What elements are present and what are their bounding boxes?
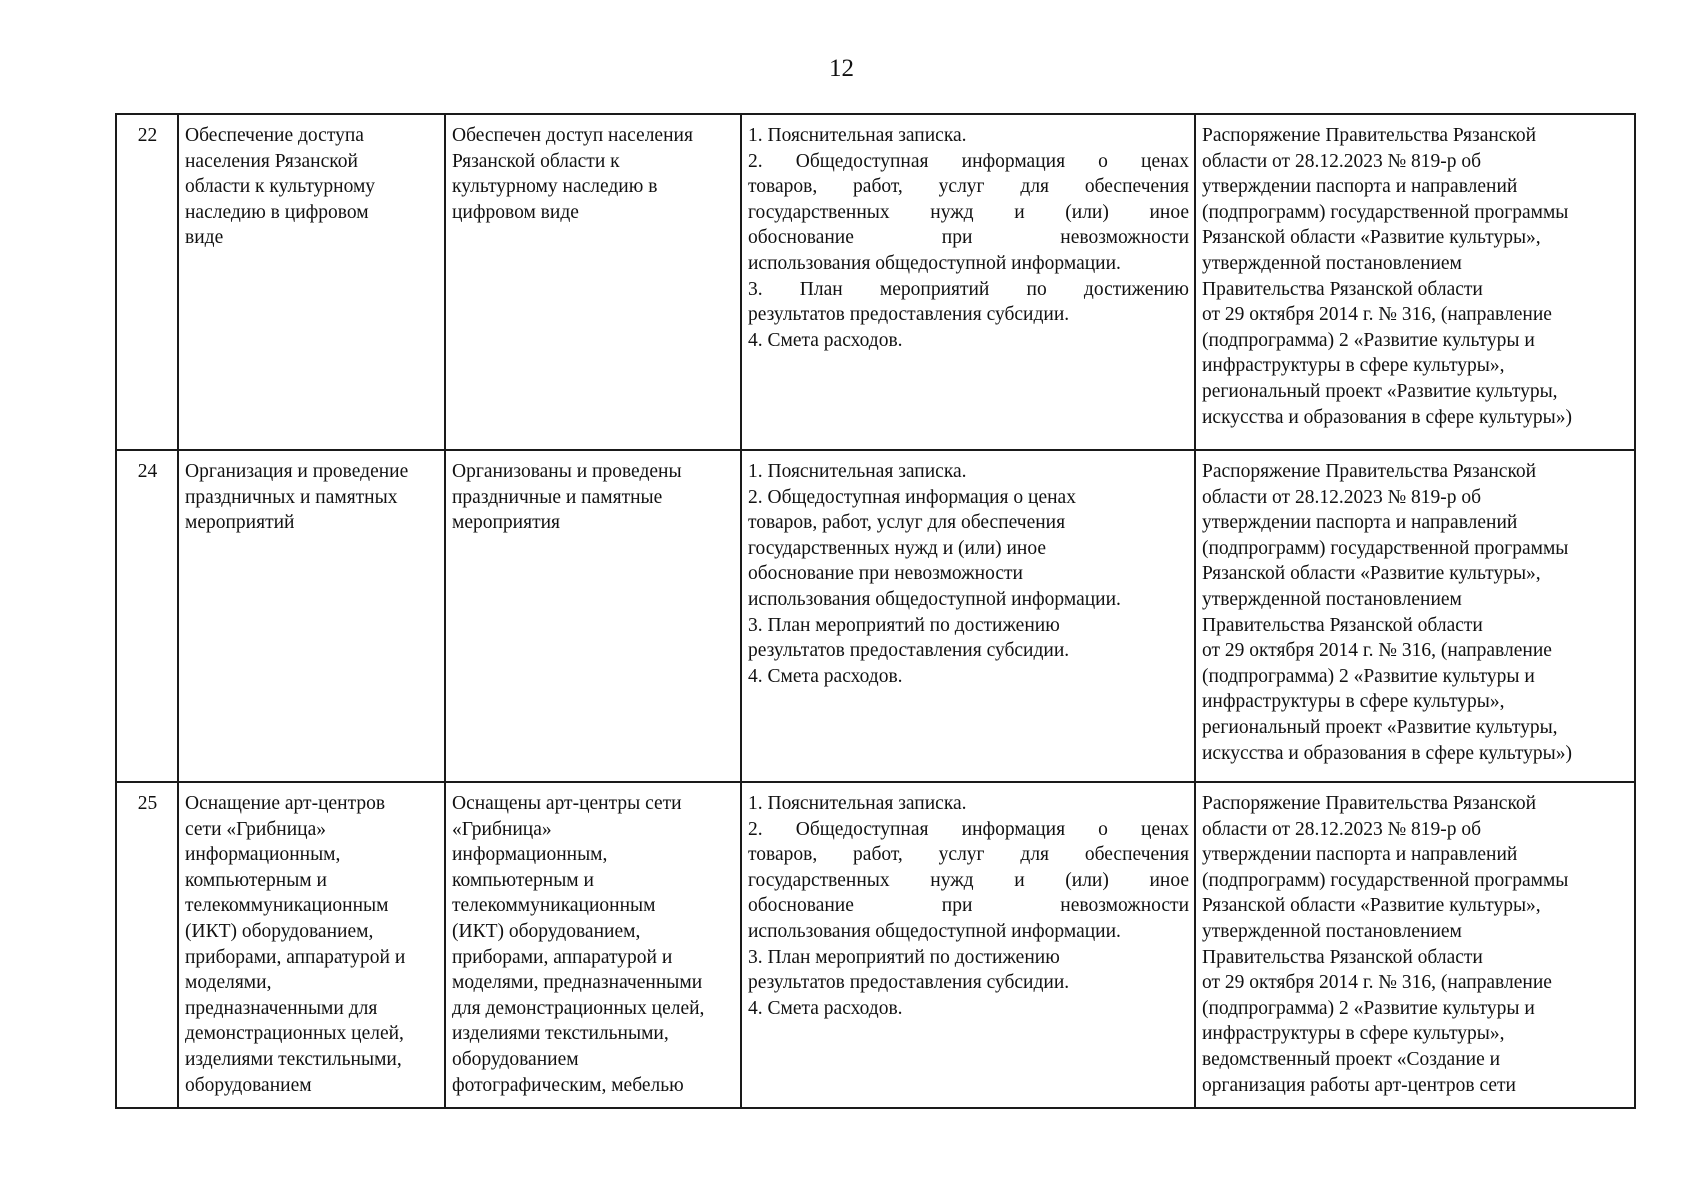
text-line: инфраструктуры в сфере культуры», bbox=[1202, 355, 1505, 377]
text-line: Правительства Рязанской области bbox=[1202, 278, 1483, 300]
text-line: культурному наследию в bbox=[452, 176, 658, 198]
text-line: организация работы арт-центров сети bbox=[1202, 1074, 1516, 1096]
row-number-cell bbox=[116, 782, 178, 1108]
text-line: обоснование при невозможности bbox=[748, 895, 1189, 917]
legal-basis bbox=[1202, 459, 1629, 766]
text-line: Распоряжение Правительства Рязанской bbox=[1202, 125, 1537, 146]
text-line: 2. Общедоступная информация о ценах bbox=[748, 150, 1189, 172]
text-line: 2. Общедоступная информация о ценах bbox=[748, 486, 1076, 508]
text-line: Оснащение арт-центров bbox=[185, 793, 386, 814]
text-line: 4. Смета расходов. bbox=[748, 665, 903, 687]
text-line: изделиями текстильными, bbox=[452, 1023, 669, 1045]
text-line: результатов предоставления субсидии. bbox=[748, 972, 1070, 994]
text-line: утверждении паспорта и направлений bbox=[1202, 176, 1518, 198]
text-line: от 29 октября 2014 г. № 316, (направление bbox=[1202, 304, 1552, 326]
text-line: компьютерным и bbox=[452, 869, 594, 891]
table-row bbox=[116, 782, 1635, 1108]
measure-result bbox=[452, 791, 735, 1098]
text-line: «Грибница» bbox=[452, 818, 552, 840]
measure-result-cell bbox=[445, 114, 741, 450]
text-line: (подпрограмм) государственной программы bbox=[1202, 537, 1569, 559]
text-line: Организованы и проведены bbox=[452, 461, 682, 482]
row-number: 22 bbox=[137, 125, 158, 146]
documents-list bbox=[748, 459, 1189, 689]
text-line: области от 28.12.2023 № 819-р об bbox=[1202, 486, 1482, 508]
text-line: телекоммуникационным bbox=[185, 895, 389, 917]
row-number-cell bbox=[116, 114, 178, 450]
text-line: Правительства Рязанской области bbox=[1202, 614, 1483, 636]
text-line: 2. Общедоступная информация о ценах bbox=[748, 818, 1189, 840]
text-line: информационным, bbox=[452, 844, 608, 866]
text-line: 1. Пояснительная записка. bbox=[748, 461, 967, 482]
measure-name bbox=[185, 459, 439, 536]
text-line: Организация и проведение bbox=[185, 461, 409, 482]
text-line: 4. Смета расходов. bbox=[748, 997, 903, 1019]
documents-cell bbox=[741, 782, 1195, 1108]
page-number: 12 bbox=[829, 55, 854, 82]
text-line: оборудованием bbox=[452, 1048, 579, 1070]
legal-basis-cell bbox=[1195, 450, 1635, 782]
text-line: товаров, работ, услуг для обеспечения bbox=[748, 844, 1189, 866]
measure-result-cell bbox=[445, 782, 741, 1108]
text-line: утвержденной постановлением bbox=[1202, 920, 1462, 942]
text-line: от 29 октября 2014 г. № 316, (направление bbox=[1202, 640, 1552, 662]
text-line: виде bbox=[185, 227, 224, 249]
text-line: оборудованием bbox=[185, 1074, 312, 1096]
text-line: утверждении паспорта и направлений bbox=[1202, 844, 1518, 866]
text-line: области от 28.12.2023 № 819-р об bbox=[1202, 150, 1482, 172]
text-line: Рязанской области «Развитие культуры», bbox=[1202, 895, 1541, 917]
text-line: (ИКТ) оборудованием, bbox=[452, 920, 641, 942]
text-line: товаров, работ, услуг для обеспечения bbox=[748, 176, 1189, 198]
text-line: приборами, аппаратурой и bbox=[452, 946, 673, 968]
documents-cell bbox=[741, 450, 1195, 782]
text-line: государственных нужд и (или) иное bbox=[748, 869, 1189, 891]
measure-name bbox=[185, 123, 439, 251]
text-line: компьютерным и bbox=[185, 869, 327, 891]
row-number: 24 bbox=[137, 461, 158, 482]
measure-result bbox=[452, 123, 735, 225]
text-line: мероприятия bbox=[452, 512, 561, 534]
text-line: Распоряжение Правительства Рязанской bbox=[1202, 793, 1537, 814]
measure-name-cell bbox=[178, 782, 445, 1108]
legal-basis-cell bbox=[1195, 114, 1635, 450]
text-line: (подпрограмм) государственной программы bbox=[1202, 201, 1569, 223]
text-line: области от 28.12.2023 № 819-р об bbox=[1202, 818, 1482, 840]
text-line: 1. Пояснительная записка. bbox=[748, 125, 967, 146]
text-line: использования общедоступной информации. bbox=[748, 920, 1121, 942]
text-line: использования общедоступной информации. bbox=[748, 252, 1121, 274]
text-line: обоснование при невозможности bbox=[748, 227, 1189, 249]
text-line: искусства и образования в сфере культуры») bbox=[1202, 742, 1573, 764]
text-line: фотографическим, мебелью bbox=[452, 1074, 684, 1096]
text-line: праздничные и памятные bbox=[452, 486, 663, 508]
table-row bbox=[116, 450, 1635, 782]
text-line: для демонстрационных целей, bbox=[452, 997, 705, 1019]
documents-list bbox=[748, 791, 1189, 1021]
text-line: демонстрационных целей, bbox=[185, 1023, 404, 1045]
text-line: Распоряжение Правительства Рязанской bbox=[1202, 461, 1537, 482]
text-line: ведомственный проект «Создание и bbox=[1202, 1048, 1501, 1070]
text-line: населения Рязанской bbox=[185, 150, 358, 172]
text-line: (подпрограмма) 2 «Развитие культуры и bbox=[1202, 665, 1535, 687]
text-line: 3. План мероприятий по достижению bbox=[748, 278, 1189, 300]
text-line: региональный проект «Развитие культуры, bbox=[1202, 380, 1558, 402]
text-line: Обеспечение доступа bbox=[185, 125, 364, 146]
text-line: (подпрограмм) государственной программы bbox=[1202, 869, 1569, 891]
text-line: предназначенными для bbox=[185, 997, 378, 1019]
legal-basis bbox=[1202, 791, 1629, 1098]
text-line: изделиями текстильными, bbox=[185, 1048, 402, 1070]
text-line: обоснование при невозможности bbox=[748, 563, 1023, 585]
text-line: товаров, работ, услуг для обеспечения bbox=[748, 512, 1066, 534]
text-line: использования общедоступной информации. bbox=[748, 588, 1121, 610]
text-line: утвержденной постановлением bbox=[1202, 252, 1462, 274]
row-number-cell bbox=[116, 450, 178, 782]
text-line: искусства и образования в сфере культуры») bbox=[1202, 406, 1573, 428]
text-line: области к культурному bbox=[185, 176, 376, 198]
text-line: государственных нужд и (или) иное bbox=[748, 201, 1189, 223]
text-line: 3. План мероприятий по достижению bbox=[748, 614, 1060, 636]
text-line: Обеспечен доступ населения bbox=[452, 125, 693, 146]
text-line: 4. Смета расходов. bbox=[748, 329, 903, 351]
text-line: приборами, аппаратурой и bbox=[185, 946, 406, 968]
text-line: инфраструктуры в сфере культуры», bbox=[1202, 691, 1505, 713]
table-row bbox=[116, 114, 1635, 450]
text-line: утвержденной постановлением bbox=[1202, 588, 1462, 610]
text-line: телекоммуникационным bbox=[452, 895, 656, 917]
text-line: сети «Грибница» bbox=[185, 818, 326, 840]
text-line: цифровом виде bbox=[452, 201, 579, 223]
text-line: моделями, bbox=[185, 972, 272, 994]
text-line: государственных нужд и (или) иное bbox=[748, 537, 1047, 559]
text-line: (подпрограмма) 2 «Развитие культуры и bbox=[1202, 997, 1535, 1019]
documents-list bbox=[748, 123, 1189, 353]
text-line: результатов предоставления субсидии. bbox=[748, 304, 1070, 326]
text-line: инфраструктуры в сфере культуры», bbox=[1202, 1023, 1505, 1045]
measure-name-cell bbox=[178, 114, 445, 450]
text-line: от 29 октября 2014 г. № 316, (направление bbox=[1202, 972, 1552, 994]
text-line: моделями, предназначенными bbox=[452, 972, 703, 994]
text-line: Рязанской области «Развитие культуры», bbox=[1202, 227, 1541, 249]
text-line: (подпрограмма) 2 «Развитие культуры и bbox=[1202, 329, 1535, 351]
text-line: Рязанской области к bbox=[452, 150, 620, 172]
text-line: 1. Пояснительная записка. bbox=[748, 793, 967, 814]
text-line: мероприятий bbox=[185, 512, 295, 534]
text-line: информационным, bbox=[185, 844, 341, 866]
legal-basis bbox=[1202, 123, 1629, 430]
measures-table bbox=[115, 113, 1636, 1109]
text-line: результатов предоставления субсидии. bbox=[748, 640, 1070, 662]
text-line: праздничных и памятных bbox=[185, 486, 398, 508]
text-line: Оснащены арт-центры сети bbox=[452, 793, 682, 814]
text-line: Рязанской области «Развитие культуры», bbox=[1202, 563, 1541, 585]
measure-result-cell bbox=[445, 450, 741, 782]
documents-cell bbox=[741, 114, 1195, 450]
row-number: 25 bbox=[137, 793, 158, 814]
text-line: утверждении паспорта и направлений bbox=[1202, 512, 1518, 534]
text-line: 3. План мероприятий по достижению bbox=[748, 946, 1060, 968]
text-line: (ИКТ) оборудованием, bbox=[185, 920, 374, 942]
measure-name bbox=[185, 791, 439, 1098]
text-line: Правительства Рязанской области bbox=[1202, 946, 1483, 968]
text-line: региональный проект «Развитие культуры, bbox=[1202, 716, 1558, 738]
legal-basis-cell bbox=[1195, 782, 1635, 1108]
measure-result bbox=[452, 459, 735, 536]
text-line: наследию в цифровом bbox=[185, 201, 369, 223]
measure-name-cell bbox=[178, 450, 445, 782]
